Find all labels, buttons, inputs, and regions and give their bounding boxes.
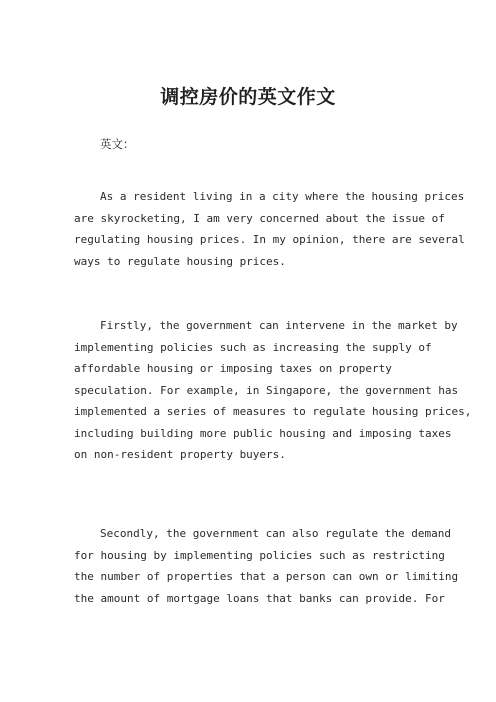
- text-line: Secondly, the government can also regulate the demand: [100, 527, 451, 540]
- text-line: implemented a series of measures to regulate housing prices,: [74, 405, 472, 418]
- section-label: 英文：: [100, 137, 135, 151]
- text-line: speculation. For example, in Singapore, the government has: [74, 383, 459, 397]
- text-line: including building more public housing and imposing taxes: [74, 426, 452, 440]
- text-line: regulating housing prices. In my opinion, there are several: [74, 233, 465, 246]
- text-line: affordable housing or imposing taxes on property: [74, 362, 392, 375]
- text-line: ways to regulate housing prices.: [74, 254, 286, 268]
- text-line: Firstly, the government can intervene in the market by: [100, 319, 458, 332]
- text-line: for housing by implementing policies such as restricting: [74, 548, 445, 562]
- text-line: As a resident living in a city where the housing prices: [100, 190, 465, 203]
- paragraph-1: [74, 186, 465, 272]
- text-line: implementing policies such as increasing the supply of: [74, 340, 432, 354]
- text-line: on non-resident property buyers.: [74, 448, 286, 461]
- text-line: the amount of mortgage loans that banks can provide. For: [74, 591, 445, 605]
- paragraph-2: [74, 315, 472, 466]
- paragraph-3: [74, 523, 459, 609]
- text-line: the number of properties that a person can own or limiting: [74, 570, 459, 583]
- text-line: are skyrocketing, I am very concerned about the issue of: [74, 211, 445, 225]
- document-title: 调控房价的英文作文: [160, 86, 336, 108]
